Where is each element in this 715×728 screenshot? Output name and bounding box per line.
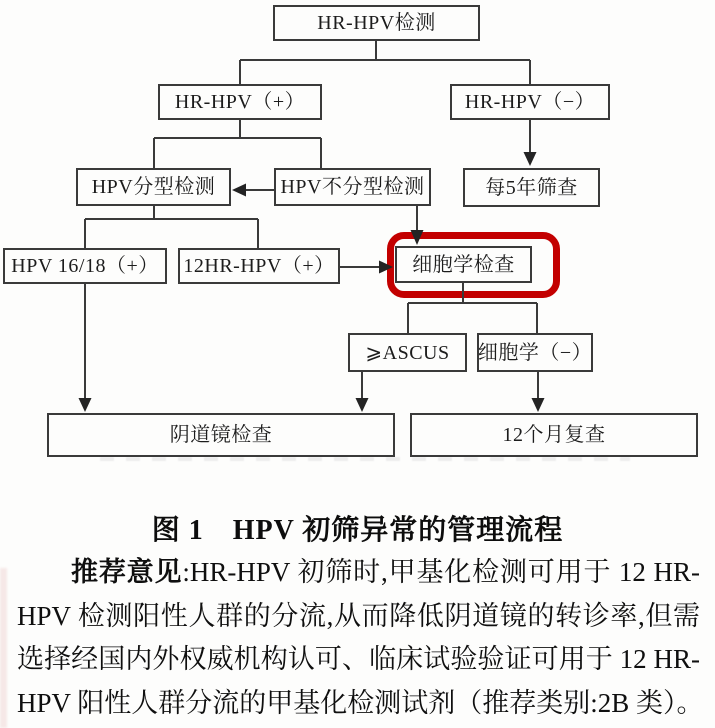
node-screen-every-5-years: 每5年筛查 xyxy=(463,168,600,207)
arrow-down-icon xyxy=(356,398,369,412)
figure-caption: 图 1 HPV 初筛异常的管理流程 xyxy=(151,515,564,546)
arrow-down-icon xyxy=(532,398,545,412)
connector-positive-split xyxy=(154,120,321,168)
highlight-ring xyxy=(387,232,560,298)
recommendation-line: HPV 检测阳性人群的分流,从而降低阴道镜的转诊率,但需 xyxy=(17,600,700,631)
recommendation-line-text: :HR-HPV 初筛时,甲基化检测可用于 12 HR- xyxy=(182,557,701,587)
node-hpv-no-typing-test: HPV不分型检测 xyxy=(274,168,431,206)
arrow-left-icon xyxy=(232,184,246,197)
recommendation-line xyxy=(17,551,700,595)
connector-top-split xyxy=(240,41,530,84)
arrow-down-icon xyxy=(79,398,92,412)
recommendation-line: 选择经国内外权威机构认可、临床试验验证可用于 12 HR- xyxy=(17,644,700,674)
scan-artifact xyxy=(100,457,630,461)
node-ascus-or-worse: ⩾ASCUS xyxy=(348,333,467,372)
recommendation-line: HPV 阳性人群分流的甲基化检测试剂（推荐类别:2B 类）。 xyxy=(17,687,704,718)
node-hpv-typing-test: HPV分型检测 xyxy=(76,168,231,206)
node-cytology-negative: 细胞学（−） xyxy=(477,333,593,372)
node-hr-hpv-positive: HR-HPV（+） xyxy=(158,84,322,120)
recommendation-paragraph xyxy=(17,551,704,725)
node-colposcopy-exam: 阴道镜检查 xyxy=(47,413,395,457)
arrow-down-icon xyxy=(524,152,537,166)
node-cytology-exam: 细胞学检查 xyxy=(395,246,532,283)
recommendation-lead: 推荐意见 xyxy=(71,557,183,587)
node-hr-hpv-negative: HR-HPV（−） xyxy=(450,84,610,120)
node-recheck-12-months: 12个月复查 xyxy=(410,413,698,457)
node-hpv-16-18-positive: HPV 16/18（+） xyxy=(3,248,167,284)
scan-artifact-edge xyxy=(0,568,7,728)
node-12hr-hpv-positive: 12HR-HPV（+） xyxy=(178,248,340,284)
node-hr-hpv-test: HR-HPV检测 xyxy=(273,5,480,41)
connector-typing-split xyxy=(85,206,258,248)
